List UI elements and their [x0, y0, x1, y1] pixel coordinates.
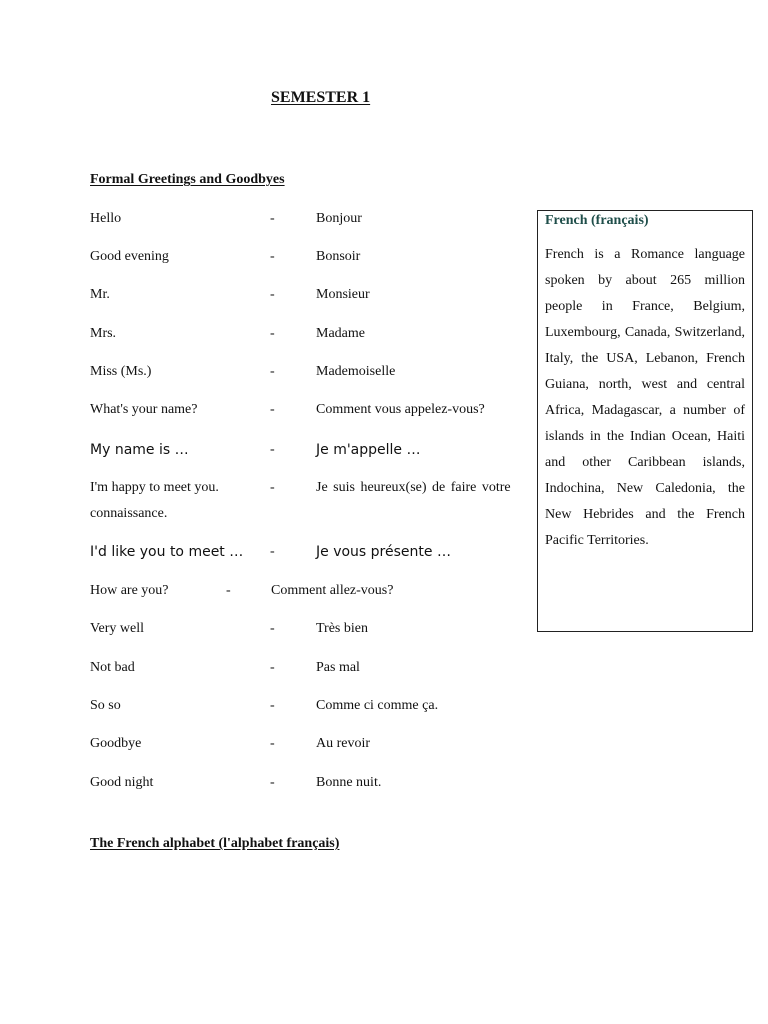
french-term: Je suis heureux(se) de faire votre [316, 480, 511, 495]
section-heading-alphabet: The French alphabet (l'alphabet français) [90, 836, 340, 851]
english-term: I'd like you to meet … [90, 544, 244, 560]
french-term: Mademoiselle [316, 364, 396, 379]
separator-dash: - [270, 480, 275, 495]
vocab-row [0, 621, 540, 641]
english-term: Miss (Ms.) [90, 364, 152, 379]
vocab-row [0, 442, 540, 462]
separator-dash: - [270, 249, 275, 264]
french-term: Comme ci comme ça. [316, 698, 439, 713]
french-term: Très bien [316, 621, 368, 636]
french-term: Au revoir [316, 736, 371, 751]
english-term: My name is … [90, 442, 189, 458]
separator-dash: - [270, 326, 275, 341]
french-term: Bonjour [316, 211, 362, 226]
vocab-row [0, 775, 540, 795]
vocab-row [0, 544, 540, 564]
info-box [537, 210, 753, 632]
info-box-title: French (français) [545, 213, 649, 228]
separator-dash: - [270, 364, 275, 379]
english-term: Very well [90, 621, 145, 636]
vocab-row [0, 249, 540, 269]
vocab-row [0, 402, 540, 422]
separator-dash: - [270, 402, 275, 417]
french-term: Comment vous appelez-vous? [316, 402, 485, 417]
french-term: Bonsoir [316, 249, 361, 264]
vocab-row-inline [0, 583, 540, 603]
info-box-body: French is a Romance language spoken by about 265 million people in France, Belgium, Luxembourg, Canada, Switzerland, Italy, the USA, Lebanon, French Guiana, north, west and central Africa, Madagascar, a number of islands in the Indian Ocean, Haiti and other Caribbean islands, Indochina, New Caledonia, the New Hebrides and the French Pacific Territories. [545, 247, 745, 548]
vocab-row [0, 660, 540, 680]
separator-dash: - [270, 287, 275, 302]
english-term: How are you? [90, 583, 169, 598]
separator-dash: - [270, 621, 275, 636]
english-term: What's your name? [90, 402, 198, 417]
english-term: Not bad [90, 660, 135, 675]
french-term: Pas mal [316, 660, 360, 675]
separator-dash: - [270, 698, 275, 713]
vocab-row [0, 736, 540, 756]
separator-dash: - [270, 544, 275, 559]
french-term-continuation: connaissance. [90, 506, 168, 521]
page-title: SEMESTER 1 [271, 89, 371, 106]
vocab-row [0, 326, 540, 346]
french-term: Comment allez-vous? [271, 583, 394, 598]
french-term: Je vous présente … [316, 544, 451, 560]
french-term: Monsieur [316, 287, 370, 302]
vocab-row [0, 287, 540, 307]
english-term: Hello [90, 211, 122, 226]
separator-dash: - [270, 775, 275, 790]
separator-dash: - [270, 442, 275, 457]
section-heading-greetings: Formal Greetings and Goodbyes [90, 172, 285, 187]
vocab-row [0, 698, 540, 718]
french-term: Bonne nuit. [316, 775, 382, 790]
vocab-row [0, 211, 540, 231]
english-term: Good night [90, 775, 154, 790]
vocab-row-wrapped [90, 475, 526, 527]
english-term: So so [90, 698, 121, 713]
separator-dash: - [270, 660, 275, 675]
french-term: Je m'appelle … [316, 442, 421, 458]
vocab-row [0, 364, 540, 384]
separator-dash: - [226, 583, 231, 598]
english-term: Good evening [90, 249, 169, 264]
separator-dash: - [270, 736, 275, 751]
english-term: Goodbye [90, 736, 142, 751]
english-term: Mr. [90, 287, 110, 302]
english-term: I'm happy to meet you. [90, 480, 219, 495]
english-term: Mrs. [90, 326, 117, 341]
french-term: Madame [316, 326, 365, 341]
separator-dash: - [270, 211, 275, 226]
